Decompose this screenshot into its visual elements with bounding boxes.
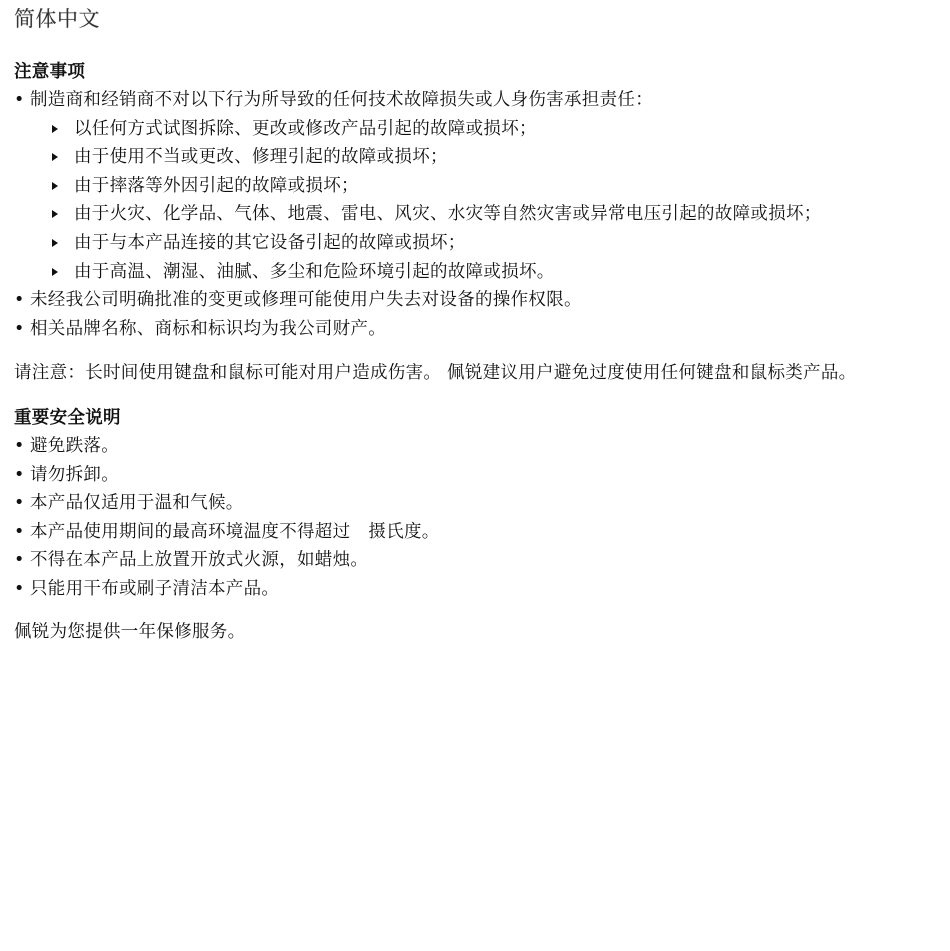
sub-item: 由于摔落等外因引起的故障或损坏；: [30, 172, 936, 201]
sub-item: 由于与本产品连接的其它设备引起的故障或损坏；: [30, 229, 936, 258]
notes-list: [14, 86, 936, 343]
temperature-text-before: 本产品使用期间的最高环境温度不得超过: [30, 521, 351, 542]
notes-section: [14, 58, 936, 343]
safety-heading: 重要安全说明: [14, 407, 121, 428]
safety-item: • 只能用干布或刷子清洁本产品。: [14, 575, 936, 604]
safety-item-temperature: [14, 518, 936, 547]
safety-item: • 本产品仅适用于温和气候。: [14, 489, 936, 518]
safety-item: • 不得在本产品上放置开放式火源，如蜡烛。: [14, 546, 936, 575]
notes-bullet-liability: [14, 86, 936, 286]
sub-item: 由于高温、潮湿、油腻、多尘和危险环境引起的故障或损坏。: [30, 258, 936, 287]
safety-section: [14, 404, 936, 604]
sub-item: 由于火灾、化学品、气体、地震、雷电、风灾、水灾等自然灾害或异常电压引起的故障或损坏；: [30, 200, 936, 229]
warranty-text: 佩锐为您提供一年保修服务。: [14, 621, 246, 642]
liability-sub-list: [30, 115, 936, 287]
safety-item: • 请勿拆卸。: [14, 461, 936, 490]
language-title: 简体中文: [14, 7, 100, 31]
safety-item: • 避免跌落。: [14, 432, 936, 461]
notes-bullet-liability-text: 制造商和经销商不对以下行为所导致的任何技术故障损失或人身伤害承担责任：: [30, 90, 653, 110]
sub-item: 以任何方式试图拆除、更改或修改产品引起的故障或损坏；: [30, 115, 936, 144]
temperature-text-after: 摄氏度。: [368, 521, 440, 542]
notes-heading: 注意事项: [14, 62, 86, 82]
notes-bullet-modification: • 未经我公司明确批准的变更或修理可能使用户失去对设备的操作权限。: [14, 286, 936, 315]
sub-item: 由于使用不当或更改、修理引起的故障或损坏；: [30, 143, 936, 172]
notes-bullet-trademark: • 相关品牌名称、商标和标识均为我公司财产。: [14, 315, 936, 344]
notice-paragraph: 请注意：长时间使用键盘和鼠标可能对用户造成伤害。 佩锐建议用户避免过度使用任何键盘和鼠标类产品。: [14, 363, 857, 384]
safety-list: [14, 432, 936, 604]
